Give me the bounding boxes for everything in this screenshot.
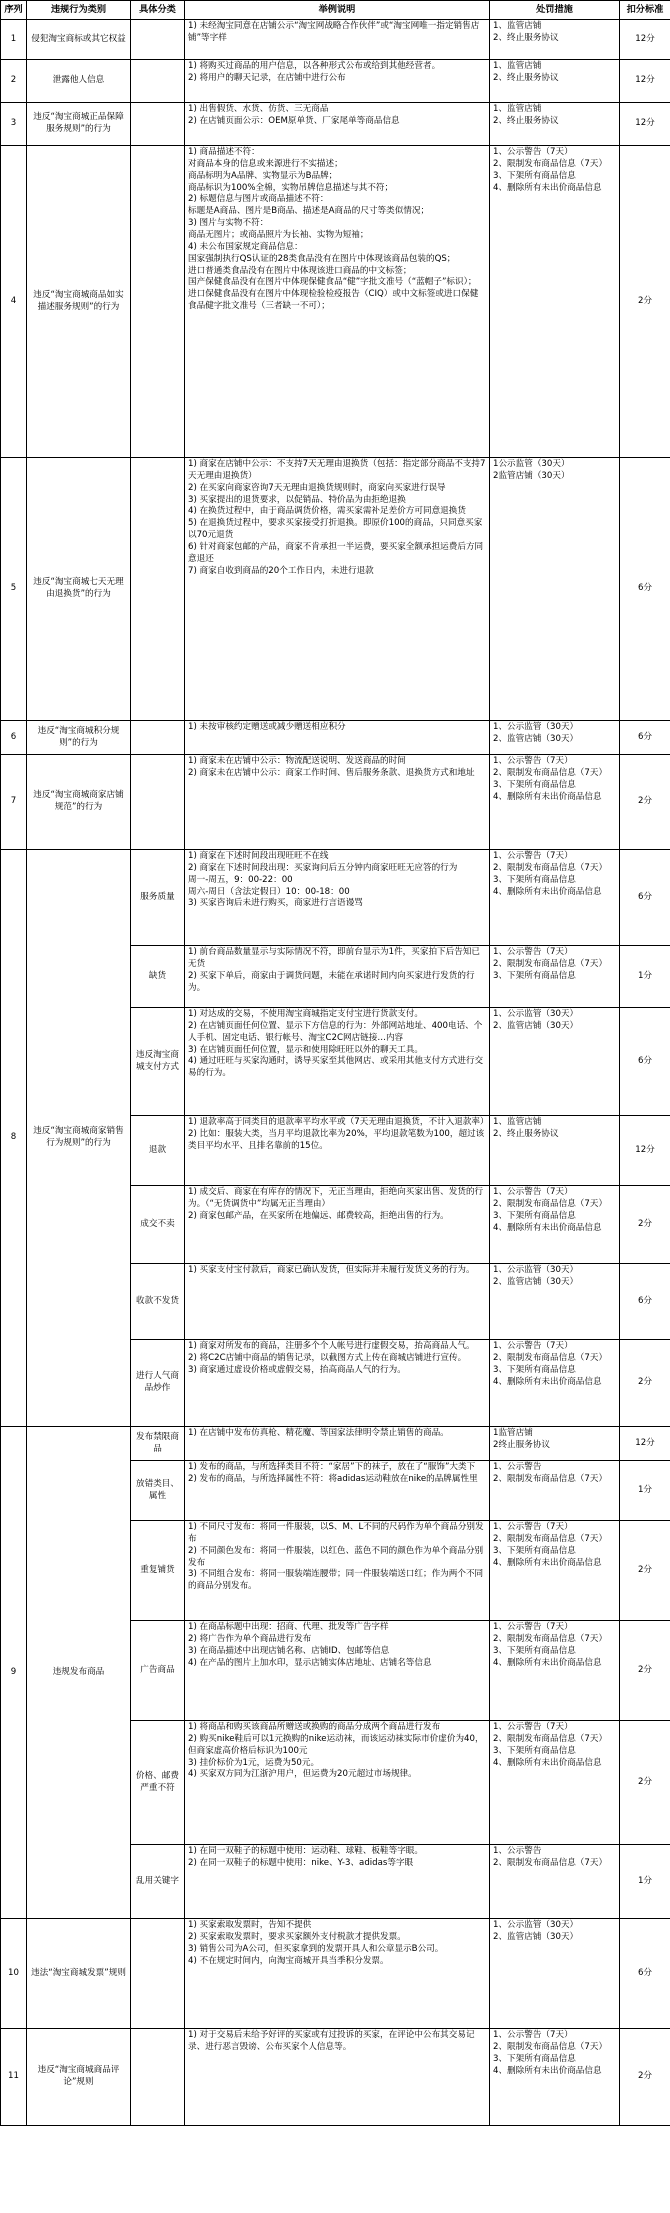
penalty-line: 2、限制发布商品信息（7天） (493, 767, 608, 778)
row-seq: 9 (1, 1427, 27, 1919)
row-subcategory: 退款 (131, 1116, 185, 1186)
example-line: 2) 商家未在店铺中公示：商家工作时间、售后服务条款、退换货方式和地址 (188, 767, 475, 778)
row-score: 6分 (620, 1008, 670, 1116)
penalty-line: 4、删除所有未出价商品信息 (493, 1376, 602, 1387)
example-line: 1) 商家未在店铺中公示：物流配送说明、发送商品的时间 (188, 756, 406, 766)
table-row (1, 103, 670, 146)
row-category: 违反“淘宝商城商家店铺规范”的行为 (27, 755, 131, 850)
example-line: 2) 商家在下述时间段出现：买家询问后五分钟内商家旺旺无应答的行为 (188, 862, 458, 873)
row-penalty (490, 20, 620, 60)
row-category: 违反“淘宝商城正品保障服务规则”的行为 (27, 103, 131, 146)
penalty-line: 3、下架所有商品信息 (493, 1745, 576, 1756)
example-line: 1) 将购买过商品的用户信息，以各种形式公布或给到其他经营者。 (188, 61, 441, 71)
example-line: 4) 买家双方同为江浙沪用户，但运费为20元超过市场规律。 (188, 1769, 417, 1780)
penalty-line: 1、公示警告（7天） (493, 756, 573, 766)
penalty-line: 1、公示警告（7天） (493, 147, 573, 157)
example-line: 1) 未经淘宝同意在店铺公示“淘宝网战略合作伙伴”或“淘宝网唯一指定销售店铺”等字样 (188, 21, 480, 43)
row-examples (185, 1461, 490, 1521)
row-examples (185, 1919, 490, 2029)
row-subcategory (131, 721, 185, 755)
example-line: 1) 发布的商品，与所选择类目不符：“家居”下的袜子，放在了“服饰”大类下 (188, 1462, 476, 1472)
row-examples (185, 1264, 490, 1340)
row-examples (185, 146, 490, 458)
penalty-line: 2、限制发布商品信息（7天） (493, 1533, 608, 1544)
row-examples (185, 103, 490, 146)
penalty-line: 2、限制发布商品信息（7天） (493, 1857, 608, 1868)
example-line: 3) 挂价标价为1元，运费为50元。 (188, 1757, 320, 1768)
row-penalty (490, 1521, 620, 1621)
example-line: 对商品本身的信息或来源进行不实描述； (188, 158, 343, 169)
penalty-line: 3、下架所有商品信息 (493, 1545, 576, 1556)
example-line: 3) 商家通过虚设价格或虚假交易，抬高商品人气的行为。 (188, 1364, 406, 1375)
example-line: 4) 在换货过程中，由于商品调货价格，需买家需补足差价方可同意退换货 (188, 506, 466, 517)
penalty-line: 4、删除所有未出价商品信息 (493, 1657, 602, 1668)
row-penalty (490, 755, 620, 850)
example-line: 1) 在店铺中发布仿真枪、精花魔、等国家法律明令禁止销售的商品。 (188, 1428, 449, 1438)
row-seq: 1 (1, 20, 27, 60)
row-score: 12分 (620, 103, 670, 146)
penalty-line: 1、公示警告（7天） (493, 1341, 573, 1351)
penalty-line: 2、终止服务协议 (493, 115, 559, 126)
row-category: 违反“淘宝商城商品评论”规则 (27, 2029, 131, 2126)
example-line: 2) 发布的商品，与所选择属性不符：将adidas运动鞋放在nike的品牌属性里 (188, 1473, 478, 1484)
row-subcategory (131, 103, 185, 146)
example-line: 2) 在店铺页面任何位置、显示下方信息的行为：外部网站地址、400电话、个人手机、固定电话、银行帐号、淘宝C2C网店链接…内容 (188, 1020, 483, 1043)
row-seq: 3 (1, 103, 27, 146)
penalty-line: 1、监管店铺 (493, 1117, 542, 1127)
example-line: 1) 商家在店铺中公示：不支持7天无理由退换货（包括：指定部分商品不支持7天无理由退换货） (188, 459, 486, 481)
row-category: 违反“淘宝商城商品如实描述服务规则”的行为 (27, 146, 131, 458)
example-line: 国产保健食品没有在图片中体现保健食品“健”字批文准号（“蓝帽子”标识）； (188, 277, 477, 288)
example-line: 2) 购买nike鞋后可以1元换购的nike运动袜，而该运动袜实际市价虚价为40，但商家虚高价格后标识为100元 (188, 1733, 484, 1756)
row-examples (185, 850, 490, 946)
row-category: 违反“淘宝商城积分规则”的行为 (27, 721, 131, 755)
row-examples (185, 458, 490, 721)
example-line: 1) 对于交易后未给予好评的买家或有过投诉的买家，在评论中公布其交易记录、进行恶言毁谤、公布买家个人信息等。 (188, 2030, 475, 2052)
example-line: 7) 商家自收到商品的20个工作日内，未进行退款 (188, 565, 374, 576)
row-seq: 5 (1, 458, 27, 721)
example-line: 3) 买家提出的退货要求，以促销品、特价品为由拒绝退换 (188, 494, 406, 505)
row-score: 12分 (620, 1116, 670, 1186)
row-subcategory: 广告商品 (131, 1621, 185, 1721)
row-score: 6分 (620, 1919, 670, 2029)
row-penalty (490, 1845, 620, 1919)
penalty-line: 1、监管店铺 (493, 104, 542, 114)
row-examples (185, 1427, 490, 1461)
penalty-line: 2、监管店铺（30天） (493, 733, 579, 744)
row-subcategory: 收款不发货 (131, 1264, 185, 1340)
row-penalty (490, 103, 620, 146)
example-line: 3) 在店铺页面任何位置，显示和使用除旺旺以外的聊天工具。 (188, 1044, 423, 1055)
row-penalty (490, 946, 620, 1008)
row-examples (185, 1008, 490, 1116)
table-row (1, 20, 670, 60)
example-line: 3) 不同组合发布：将同一服装端连腰带；同一件服装端送口红；作为两个不同的商品分别发布。 (188, 1569, 484, 1592)
row-subcategory: 乱用关键字 (131, 1845, 185, 1919)
table-row (1, 850, 670, 946)
example-line: 周一-周五，9：00-22：00 (188, 874, 293, 885)
row-category: 违法“淘宝商城发票”规则 (27, 1919, 131, 2029)
penalty-line: 1、公示监管（30天） (493, 1009, 579, 1019)
row-examples (185, 60, 490, 103)
penalty-line: 1、公示监管（30天） (493, 1920, 579, 1930)
penalty-line: 2、监管店铺（30天） (493, 1931, 579, 1942)
table-row (1, 1427, 670, 1461)
example-line: 1) 前台商品数量显示与实际情况不符，即前台显示为1件，买家拍下后告知已无货 (188, 947, 481, 969)
penalty-line: 4、删除所有未出价商品信息 (493, 1222, 602, 1233)
header-seq: 序列 (1, 1, 27, 20)
row-subcategory: 成交不卖 (131, 1186, 185, 1264)
table-header-row (1, 1, 670, 20)
table-row (1, 755, 670, 850)
penalty-line: 2、限制发布商品信息（7天） (493, 1352, 608, 1363)
penalty-line: 2、终止服务协议 (493, 32, 559, 43)
penalty-line: 1、公示警告（7天） (493, 1622, 573, 1632)
example-line: 4) 未公布国家规定商品信息： (188, 241, 303, 252)
row-examples (185, 1621, 490, 1721)
penalty-line: 4、删除所有未出价商品信息 (493, 1557, 602, 1568)
example-line: 2) 在同一双鞋子的标题中使用：nike、Y-3、adidas等字眼 (188, 1857, 414, 1868)
penalty-line: 2、限制发布商品信息（7天） (493, 158, 608, 169)
row-examples (185, 1521, 490, 1621)
example-line: 2) 买家下单后，商家由于调货问题，未能在承诺时间内向买家进行发货的行为。 (188, 970, 475, 993)
example-line: 1) 商家在下述时间段出现旺旺不在线 (188, 851, 329, 861)
row-subcategory (131, 2029, 185, 2126)
header-subcategory: 具体分类 (131, 1, 185, 20)
row-penalty (490, 1264, 620, 1340)
row-score: 2分 (620, 755, 670, 850)
row-examples (185, 2029, 490, 2126)
row-category: 侵犯淘宝商标或其它权益 (27, 20, 131, 60)
penalty-line: 1、公示监管（30天） (493, 722, 579, 732)
penalty-line: 1、公示警告（7天） (493, 1187, 573, 1197)
row-score: 1分 (620, 946, 670, 1008)
example-line: 1) 不同尺寸发布：将同一件服装，以S、M、L不同的尺码作为单个商品分别发布 (188, 1522, 484, 1544)
example-line: 1) 将商品和购买该商品所赠送或换购的商品分成两个商品进行发布 (188, 1722, 441, 1732)
row-examples (185, 1186, 490, 1264)
row-subcategory (131, 146, 185, 458)
row-penalty (490, 2029, 620, 2126)
row-seq: 4 (1, 146, 27, 458)
header-penalty: 处罚措施 (490, 1, 620, 20)
table-row (1, 146, 670, 458)
example-line: 2) 在买家向商家咨询7天无理由退换货规则时，商家向买家进行误导 (188, 482, 446, 493)
row-subcategory: 价格、邮费严重不符 (131, 1721, 185, 1845)
row-seq: 2 (1, 60, 27, 103)
penalty-line: 4、删除所有未出价商品信息 (493, 1757, 602, 1768)
penalty-line: 4、删除所有未出价商品信息 (493, 886, 602, 897)
example-line: 2) 将广告作为单个商品进行发布 (188, 1633, 312, 1644)
table-row (1, 721, 670, 755)
row-score: 1分 (620, 1461, 670, 1521)
penalty-line: 1监管店铺 (493, 1428, 533, 1438)
penalty-line: 2、限制发布商品信息（7天） (493, 1733, 608, 1744)
example-line: 2) 买家索取发票时，要求买家额外支付税款才提供发票。 (188, 1931, 406, 1942)
table-row (1, 458, 670, 721)
penalty-line: 2监管店铺（30天） (493, 470, 570, 481)
example-line: 6) 针对商家包邮的产品，商家不肯承担一半运费，要买家全额承担运费后方同意退还 (188, 542, 484, 564)
row-category: 违反“淘宝商城商家销售行为规则”的行为 (27, 850, 131, 1427)
row-penalty (490, 1621, 620, 1721)
row-score: 12分 (620, 1427, 670, 1461)
example-line: 周六-周日（含法定假日）10：00-18：00 (188, 886, 350, 897)
example-line: 1) 买家索取发票时，告知不提供 (188, 1920, 312, 1930)
row-score: 2分 (620, 1186, 670, 1264)
row-penalty (490, 1721, 620, 1845)
example-line: 商品无图片；或商品照片为长袖、实物为短袖； (188, 230, 369, 241)
row-subcategory (131, 20, 185, 60)
row-score: 2分 (620, 2029, 670, 2126)
penalty-line: 1、监管店铺 (493, 61, 542, 71)
row-examples (185, 20, 490, 60)
row-category: 违反“淘宝商城七天无理由退换货”的行为 (27, 458, 131, 721)
row-examples (185, 755, 490, 850)
penalty-line: 3、下架所有商品信息 (493, 1364, 576, 1375)
penalty-line: 2、终止服务协议 (493, 72, 559, 83)
penalty-line: 1、公示警告（7天） (493, 1522, 573, 1532)
row-subcategory: 发布禁限商品 (131, 1427, 185, 1461)
row-seq: 6 (1, 721, 27, 755)
row-subcategory (131, 755, 185, 850)
penalty-line: 3、下架所有商品信息 (493, 170, 576, 181)
row-score: 2分 (620, 1340, 670, 1427)
penalty-line: 3、下架所有商品信息 (493, 874, 576, 885)
example-line: 2) 将C2C店铺中商品的销售记录，以截图方式上传在商城店铺进行宣传。 (188, 1352, 467, 1363)
example-line: 商品标明为A品牌、实物显示为B品牌； (188, 170, 338, 181)
example-line: 2) 将用户的聊天记录，在店铺中进行公布 (188, 72, 346, 83)
row-subcategory: 服务质量 (131, 850, 185, 946)
row-subcategory: 放错类目、属性 (131, 1461, 185, 1521)
row-score: 12分 (620, 60, 670, 103)
table-row (1, 1919, 670, 2029)
penalty-line: 1、公示警告（7天） (493, 2030, 573, 2040)
example-line: 3) 在商品描述中出现店铺名称、店铺ID、包邮等信息 (188, 1645, 390, 1656)
row-subcategory (131, 1919, 185, 2029)
penalty-line: 1、公示警告（7天） (493, 947, 573, 957)
example-line: 1) 未按审核约定赠送或减少赠送相应积分 (188, 722, 346, 732)
row-seq: 10 (1, 1919, 27, 2029)
example-line: 商品标识为100%全棉，实物吊牌信息描述与其不符； (188, 182, 394, 193)
row-score: 6分 (620, 721, 670, 755)
row-examples (185, 1845, 490, 1919)
row-subcategory: 违反淘宝商城支付方式 (131, 1008, 185, 1116)
example-line: 4) 不在规定时间内，向淘宝商城开具当季积分发票。 (188, 1955, 389, 1966)
penalty-line: 2、监管店铺（30天） (493, 1020, 579, 1031)
penalty-line: 4、删除所有未出价商品信息 (493, 2065, 602, 2076)
penalty-line: 3、下架所有商品信息 (493, 1210, 576, 1221)
row-examples (185, 1340, 490, 1427)
example-line: 1) 买家支付宝付款后，商家已确认发货，但实际并未履行发货义务的行为。 (188, 1265, 475, 1275)
row-score: 2分 (620, 1521, 670, 1621)
row-penalty (490, 1461, 620, 1521)
row-penalty (490, 850, 620, 946)
row-score: 2分 (620, 1721, 670, 1845)
penalty-line: 1、公示警告 (493, 1846, 542, 1856)
penalty-line: 1、公示警告（7天） (493, 851, 573, 861)
example-line: 3) 图片与实物不符： (188, 218, 269, 229)
penalty-line: 2、限制发布商品信息（7天） (493, 958, 608, 969)
penalty-line: 2、限制发布商品信息（7天） (493, 862, 608, 873)
example-line: 1) 成交后、商家在有库存的情况下，无正当理由，拒绝向买家出售、发货的行为。（“无货调货中”均属无正当理由） (188, 1187, 484, 1209)
example-line: 2) 在店铺页面公示：OEM原单货、厂家尾单等商品信息 (188, 115, 400, 126)
example-line: 进口普通类食品没有在图片中体现该进口商品的中文标签； (188, 265, 412, 276)
example-line: 5) 在退换货过程中，要求买家接受打折退换。即原价100的商品，只同意买家以70元退货 (188, 518, 483, 541)
penalty-line: 1、公示警告 (493, 1462, 542, 1472)
row-subcategory: 进行人气商品炒作 (131, 1340, 185, 1427)
row-score: 6分 (620, 458, 670, 721)
example-line: 1) 对达成的交易，不使用淘宝商城指定支付宝进行货款支付。 (188, 1009, 423, 1019)
row-score: 1分 (620, 1845, 670, 1919)
example-line: 1) 退款率高于同类目的退款率平均水平或（7天无理由退换货，不计入退款率） (188, 1117, 489, 1127)
penalty-line: 2、限制发布商品信息（7天） (493, 1198, 608, 1209)
row-penalty (490, 1427, 620, 1461)
row-subcategory: 缺货 (131, 946, 185, 1008)
row-score: 12分 (620, 20, 670, 60)
row-score: 2分 (620, 1621, 670, 1721)
row-seq: 11 (1, 2029, 27, 2126)
example-line: 1) 在商品标题中出现：招商、代理、批发等广告字样 (188, 1622, 389, 1632)
penalty-line: 4、删除所有未出价商品信息 (493, 182, 602, 193)
example-line: 3) 销售公司为A公司，但买家拿到的发票开具人和公章显示B公司。 (188, 1943, 444, 1954)
row-penalty (490, 1186, 620, 1264)
example-line: 4) 通过旺旺与买家沟通时，诱导买家至其他网店、或采用其他支付方式进行交易的行为。 (188, 1056, 484, 1079)
example-line: 2) 标题信息与图片或商品描述不符： (188, 194, 329, 205)
row-score: 6分 (620, 1264, 670, 1340)
example-line: 国家强制执行QS认证的28类食品没有在图片中体现该商品包装的QS； (188, 253, 456, 264)
example-line: 1) 在同一双鞋子的标题中使用：运动鞋、球鞋、板鞋等字眼。 (188, 1846, 423, 1856)
penalty-line: 2、监管店铺（30天） (493, 1276, 579, 1287)
penalty-line: 4、删除所有未出价商品信息 (493, 791, 602, 802)
example-line: 进口保健食品没有在图片中体现检验检疫报告（CIQ）或中文标签或进口保健食品健字批文准号（三者缺一不可）； (188, 289, 479, 312)
example-line: 1) 商品描述不符： (188, 147, 260, 157)
row-penalty (490, 146, 620, 458)
row-examples (185, 946, 490, 1008)
penalty-line: 3、下架所有商品信息 (493, 779, 576, 790)
row-penalty (490, 458, 620, 721)
penalty-line: 2、限制发布商品信息（7天） (493, 1473, 608, 1484)
row-penalty (490, 1008, 620, 1116)
row-examples (185, 721, 490, 755)
penalty-line: 3、下架所有商品信息 (493, 2053, 576, 2064)
penalty-line: 1公示监管（30天） (493, 459, 570, 469)
row-penalty (490, 1340, 620, 1427)
example-line: 4) 在产品的图片上加水印，显示店铺实体店地址、店铺名等信息 (188, 1657, 432, 1668)
penalty-line: 2终止服务协议 (493, 1439, 551, 1450)
row-category: 泄露他人信息 (27, 60, 131, 103)
row-penalty (490, 1116, 620, 1186)
table-row (1, 60, 670, 103)
header-score: 扣分标准 (620, 1, 670, 20)
example-line: 2) 比如：服装大类，当月平均退款比率为20%，平均退款笔数为100，超过该类目平均水平、且排名靠前的15位。 (188, 1128, 485, 1151)
row-subcategory (131, 458, 185, 721)
example-line: 1) 商家对所发布的商品，注册多个个人帐号进行虚假交易，抬高商品人气。 (188, 1341, 475, 1351)
row-penalty (490, 721, 620, 755)
row-subcategory (131, 60, 185, 103)
penalty-line: 3、下架所有商品信息 (493, 1645, 576, 1656)
example-line: 1) 出售假货、水货、仿货、三无商品 (188, 104, 329, 114)
row-seq: 7 (1, 755, 27, 850)
row-examples (185, 1116, 490, 1186)
example-line: 标题是A商品、图片是B商品、描述是A商品的尺寸等类似情况； (188, 206, 430, 217)
penalty-line: 3、下架所有商品信息 (493, 970, 576, 981)
penalty-line: 1、监管店铺 (493, 21, 542, 31)
row-subcategory: 重复铺货 (131, 1521, 185, 1621)
row-examples (185, 1721, 490, 1845)
row-score: 6分 (620, 850, 670, 946)
header-category: 违规行为类别 (27, 1, 131, 20)
example-line: 2) 商家包邮产品，在买家所在地偏远、邮费较高，拒绝出售的行为。 (188, 1210, 449, 1221)
header-examples: 举例说明 (185, 1, 490, 20)
example-line: 2) 不同颜色发布：将同一件服装，以红色、蓝色不同的颜色作为单个商品分别发布 (188, 1545, 484, 1568)
penalty-line: 1、公示警告（7天） (493, 1722, 573, 1732)
table-row (1, 2029, 670, 2126)
row-penalty (490, 1919, 620, 2029)
row-score: 2分 (620, 146, 670, 458)
row-penalty (490, 60, 620, 103)
penalty-line: 2、限制发布商品信息（7天） (493, 2041, 608, 2052)
penalty-line: 2、终止服务协议 (493, 1128, 559, 1139)
penalty-line: 2、限制发布商品信息（7天） (493, 1633, 608, 1644)
example-line: 3) 买家咨询后未进行购买，商家进行言语谩骂 (188, 898, 363, 909)
row-seq: 8 (1, 850, 27, 1427)
row-category: 违规发布商品 (27, 1427, 131, 1919)
penalty-line: 1、公示监管（30天） (493, 1265, 579, 1275)
